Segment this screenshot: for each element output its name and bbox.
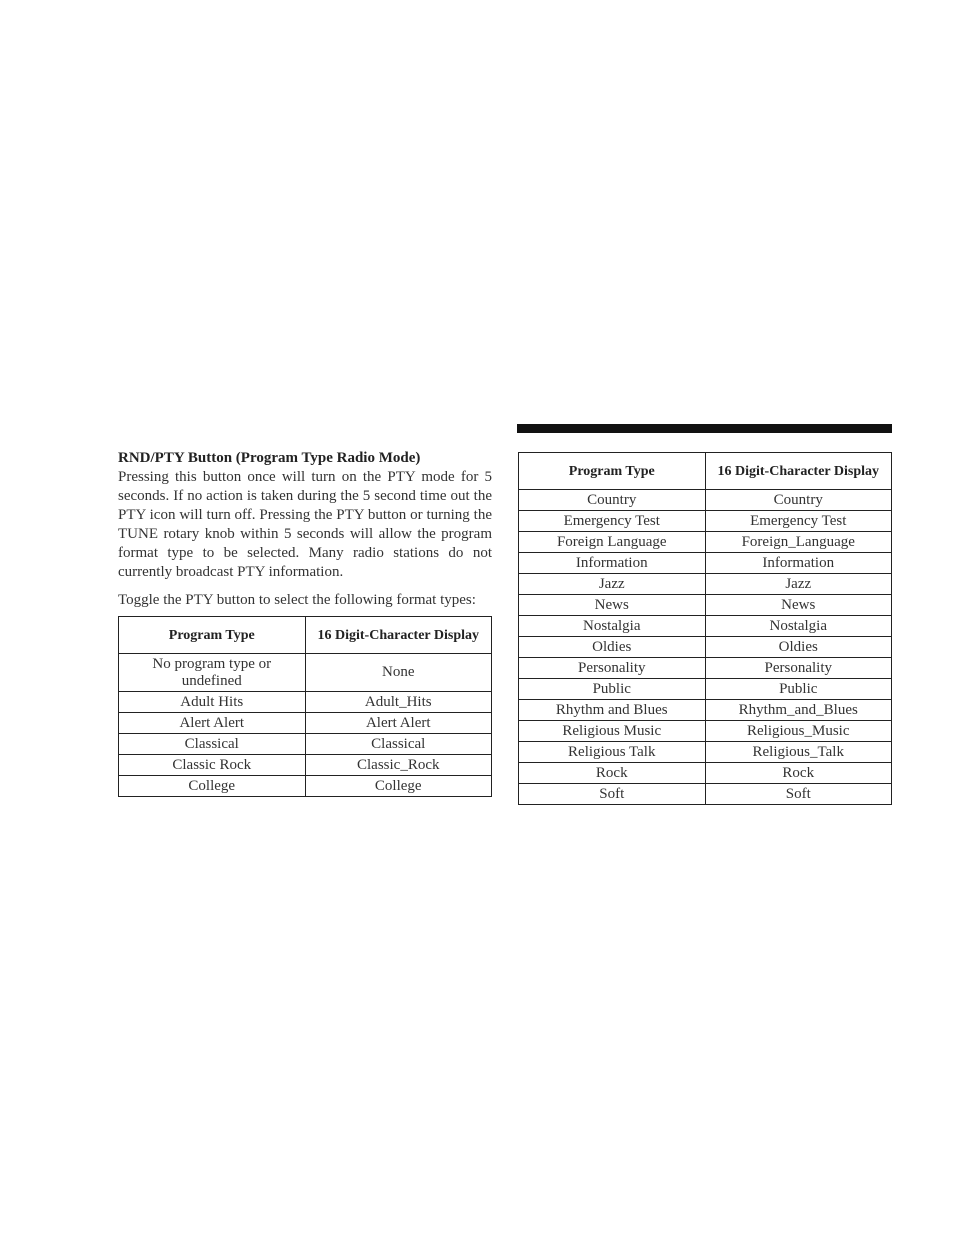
section-heading: RND/PTY Button (Program Type Radio Mode) [118,450,421,466]
table-row [519,658,892,679]
program-type-cell: Information [519,553,706,574]
program-type-cell: Alert Alert [119,713,306,734]
table-row [519,700,892,721]
program-type-cell: Emergency Test [519,511,706,532]
program-type-cell: Jazz [519,574,706,595]
program-type-cell: Rock [519,763,706,784]
pty-description-paragraph: Pressing this button once will turn on the PTY mode for 5 seconds. If no action is taken during the 5 second time out the PTY icon will turn off. Pressing the PTY button or turning the TUNE rotary knob within 5 seconds will allow the program format type to be selected. Many radio stations do not currently broadcast PTY information. [118,469,492,580]
program-type-table-right [518,452,892,805]
pty-toggle-paragraph: Toggle the PTY button to select the following format types: [118,592,476,608]
column-header-program-type: Program Type [119,617,306,654]
display-cell: Soft [705,784,892,805]
display-cell: Jazz [705,574,892,595]
table-row [519,511,892,532]
table-row [519,553,892,574]
display-cell: Rock [705,763,892,784]
table-header-row [119,617,492,654]
display-cell: Classic_Rock [305,755,492,776]
display-cell: Foreign_Language [705,532,892,553]
table-row [519,574,892,595]
table-row [519,721,892,742]
program-type-cell: College [119,776,306,797]
program-type-cell: Religious Music [519,721,706,742]
section-divider-bar [517,424,892,433]
display-cell: Adult_Hits [305,692,492,713]
table-row [519,763,892,784]
display-cell: Rhythm_and_Blues [705,700,892,721]
right-column [518,452,892,805]
program-type-cell: Adult Hits [119,692,306,713]
table-row [119,713,492,734]
table-row [519,616,892,637]
display-cell: Oldies [705,637,892,658]
table-row [519,490,892,511]
table-row [119,755,492,776]
table-row [119,654,492,692]
display-cell: Classical [305,734,492,755]
program-type-cell: Public [519,679,706,700]
left-column [118,449,492,797]
display-cell: College [305,776,492,797]
table-row [519,679,892,700]
table-row [119,776,492,797]
program-type-cell: Foreign Language [519,532,706,553]
program-type-cell: Rhythm and Blues [519,700,706,721]
table-row [519,637,892,658]
program-type-cell: News [519,595,706,616]
table-row [519,742,892,763]
display-cell: Emergency Test [705,511,892,532]
program-type-cell: Religious Talk [519,742,706,763]
column-header-display: 16 Digit-Character Display [705,453,892,490]
table-row [119,734,492,755]
table-row [519,595,892,616]
display-cell: Alert Alert [305,713,492,734]
display-cell: Public [705,679,892,700]
program-type-cell: No program type or undefined [119,654,306,692]
display-cell: Religious_Music [705,721,892,742]
program-type-cell: Classic Rock [119,755,306,776]
program-type-cell: Personality [519,658,706,679]
column-header-program-type: Program Type [519,453,706,490]
display-cell: Personality [705,658,892,679]
table-row [519,532,892,553]
table-row [119,692,492,713]
program-type-cell: Oldies [519,637,706,658]
display-cell: Religious_Talk [705,742,892,763]
program-type-cell: Nostalgia [519,616,706,637]
program-type-table-left [118,616,492,797]
display-cell: Country [705,490,892,511]
table-header-row [519,453,892,490]
display-cell: News [705,595,892,616]
display-cell: Nostalgia [705,616,892,637]
program-type-cell: Country [519,490,706,511]
program-type-cell: Soft [519,784,706,805]
column-header-display: 16 Digit-Character Display [305,617,492,654]
display-cell: None [305,654,492,692]
program-type-cell: Classical [119,734,306,755]
display-cell: Information [705,553,892,574]
table-row [519,784,892,805]
